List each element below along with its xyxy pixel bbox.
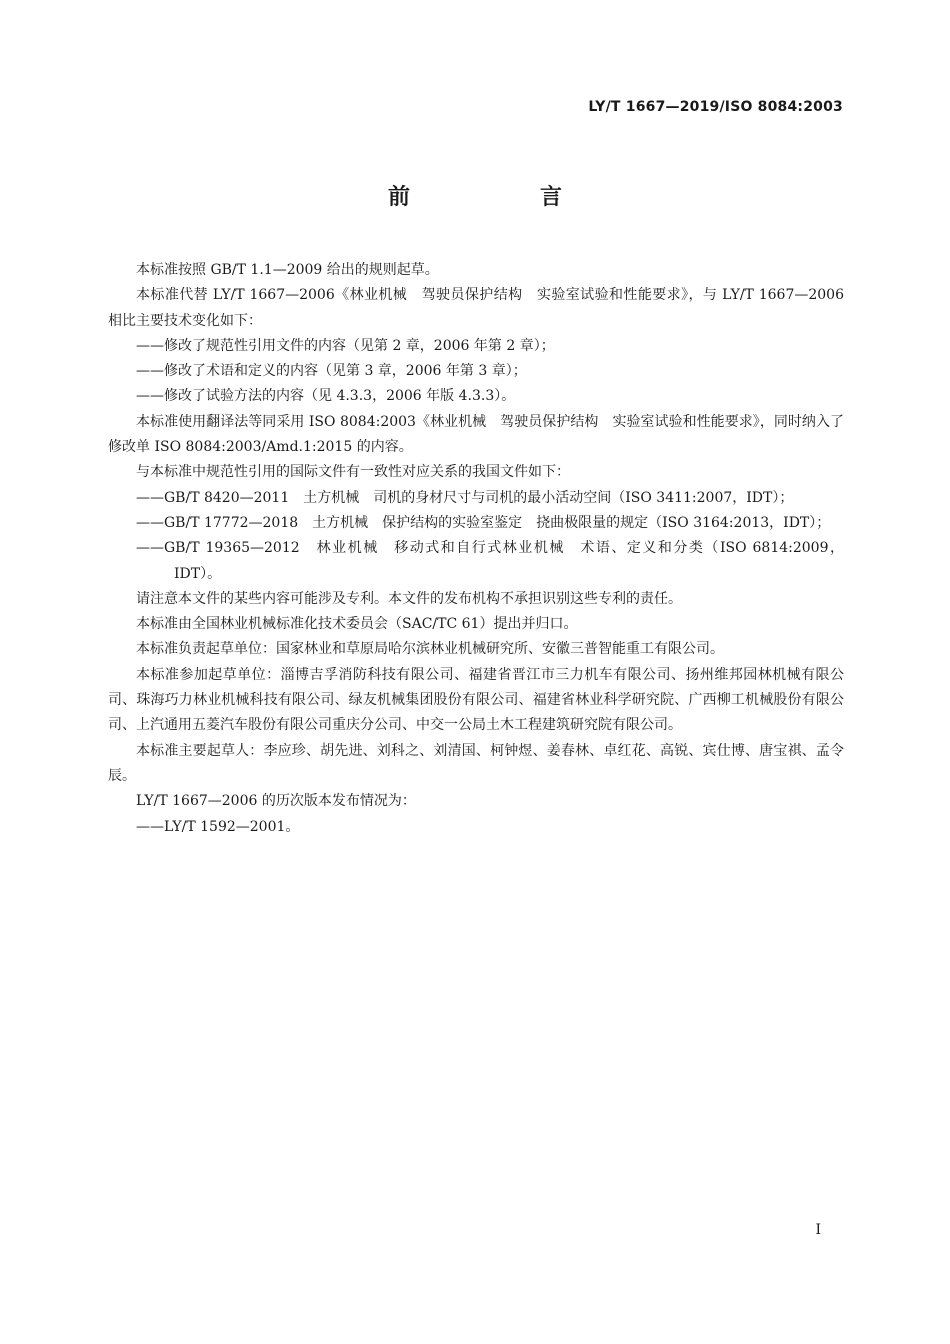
paragraph: 本标准负责起草单位：国家林业和草原局哈尔滨林业机械研究所、安徽三普智能重工有限公司。	[136, 641, 724, 658]
paragraph: 本标准主要起草人：李应珍、胡先进、刘科之、刘清国、柯钟煜、姜春林、卓红花、高锐、宾仕博、唐宝祺、孟令辰。	[108, 742, 844, 784]
list-item: ——修改了试验方法的内容（见 4.3.3，2006 年版 4.3.3）。	[136, 388, 516, 405]
paragraph: 本标准参加起草单位：淄博吉孚消防科技有限公司、福建省晋江市三力机车有限公司、扬州维邦园林机械有限公司、珠海巧力林业机械科技有限公司、绿友机械集团股份有限公司、福建省林业科学研究院、广西柳工机械股份有限公司、上汽通用五菱汽车股份有限公司重庆分公司、中交一公局土木工程建筑研究院有限公司。	[108, 666, 844, 734]
list-item: ——GB/T 8420—2011 土方机械 司机的身材尺寸与司机的最小活动空间（ISO 3411:2007，IDT）；	[136, 489, 794, 506]
page-title: 前 言	[387, 185, 616, 210]
paragraph: 本标准使用翻译法等同采用 ISO 8084:2003《林业机械 驾驶员保护结构 实验室试验和性能要求》，同时纳入了修改单 ISO 8084:2003/Amd.1:2015 的内容。	[108, 413, 844, 456]
paragraph: LY/T 1667—2006 的历次版本发布情况为：	[136, 793, 416, 810]
page-number: I	[815, 1222, 821, 1238]
list-item: ——LY/T 1592—2001。	[136, 818, 300, 835]
paragraph: 本标准按照 GB/T 1.1—2009 给出的规则起草。	[136, 262, 439, 278]
list-item: ——修改了术语和定义的内容（见第 3 章，2006 年第 3 章）；	[136, 363, 527, 380]
paragraph: 本标准由全国林业机械标准化技术委员会（SAC/TC 61）提出并归口。	[136, 616, 578, 633]
list-item: ——GB/T 17772—2018 土方机械 保护结构的实验室鉴定 挠曲极限量的规定（ISO 3164:2013，IDT）；	[136, 514, 831, 531]
paragraph: 请注意本文件的某些内容可能涉及专利。本文件的发布机构不承担识别这些专利的责任。	[136, 590, 682, 607]
list-item: ——修改了规范性引用文件的内容（见第 2 章，2006 年第 2 章）；	[136, 337, 555, 354]
paragraph: 与本标准中规范性引用的国际文件有一致性对应关系的我国文件如下：	[136, 464, 570, 481]
list-item: ——GB/T 19365—2012 林业机械 移动式和自行式林业机械 术语、定义和分类（ISO 6814:2009，IDT）。	[136, 540, 844, 582]
foreword-body	[108, 258, 844, 840]
standard-code: LY/T 1667—2019/ISO 8084:2003	[588, 99, 843, 115]
paragraph: 本标准代替 LY/T 1667—2006《林业机械 驾驶员保护结构 实验室试验和性能要求》，与 LY/T 1667—2006 相比主要技术变化如下：	[108, 287, 844, 329]
